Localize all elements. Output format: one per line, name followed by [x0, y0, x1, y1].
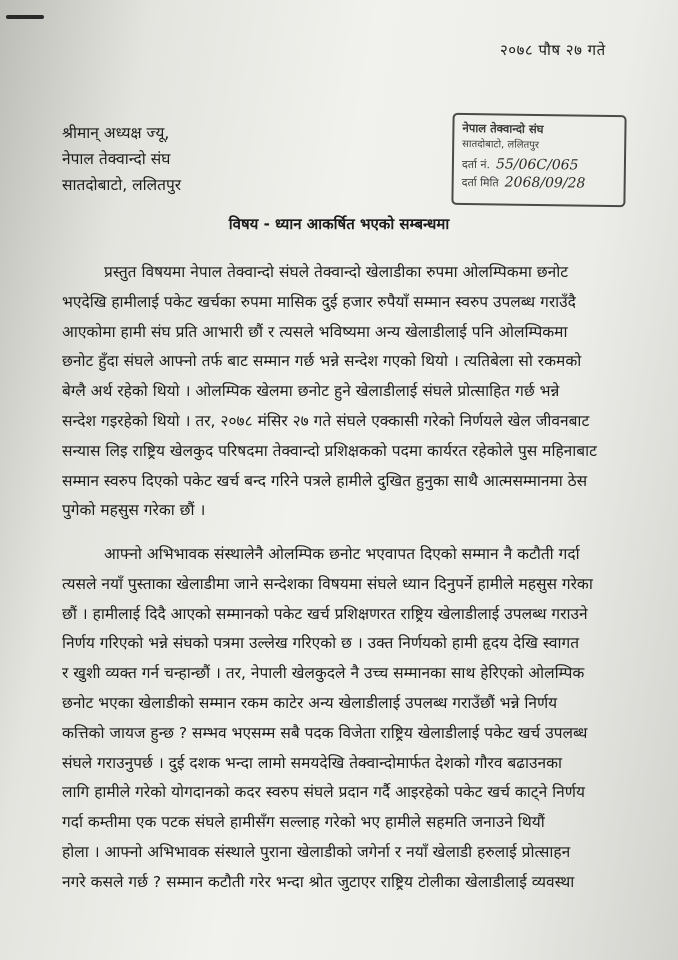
text-line: लागि हामीले गरेको योगदानको कदर स्वरुप संघले प्रदान गर्दै आइरहेको पकेट खर्च काट्ने निर्णय: [62, 783, 585, 802]
text-line: छनोट हुँदा संघले आफ्नो तर्फ बाट सम्मान गर्छ भन्ने सन्देश गएको थियो । त्यतिबेला सो रकमको: [62, 352, 582, 371]
stamp-reg-label: दर्ता नं.: [461, 157, 491, 172]
text-line: निर्णय गरिएको भन्ने संघको पत्रमा उल्लेख गरिएको छ । उक्त निर्णयको हामी हृदय देखि स्वागत: [62, 634, 580, 653]
stamp-reg-row: [462, 156, 616, 174]
stamp-date-value: 2068/09/28: [504, 174, 586, 192]
text-line: आफ्नो अभिभावक संस्थालेनै ओलम्पिक छनोट भएवापत दिएको सम्मान नै कटौती गर्दा: [104, 545, 580, 563]
text-line: त्यसले नयाँ पुस्ताका खेलाडीमा जाने सन्देशका विषयमा संघले ध्यान दिनुपर्ने हामीले महसुस गरेका: [62, 574, 593, 593]
stamp-date-label: दर्ता मिति: [461, 175, 499, 190]
registration-stamp: [451, 113, 626, 207]
text-line: नगरे कसले गर्छ ? सम्मान कटौती गरेर भन्दा श्रोत जुटाएर राष्ट्रिय टोलीका खेलाडीलाई व्यवस्था: [62, 872, 575, 891]
text-line: सम्मान स्वरुप दिएको पकेट खर्च बन्द गरिने पत्रले हामीले दुखित हुनुका साथै आत्मसम्मानमा ठेस: [62, 471, 588, 490]
text-line: बेग्लै अर्थ रहेको थियो । ओलम्पिक खेलमा छनोट हुने खेलाडीलाई संघले प्रोत्साहित गर्छ भन्ने: [62, 382, 560, 401]
text-line: छनोट भएका खेलाडीको सम्मान रकम काटेर अन्य खेलाडीलाई उपलब्ध गराउँछौं भन्ने निर्णय: [62, 693, 558, 712]
text-line: प्रस्तुत विषयमा नेपाल तेक्वान्दो संघले तेक्वान्दो खेलाडीका रुपमा ओलम्पिकमा छनोट: [104, 263, 569, 281]
text-line: गर्दा कम्तीमा एक पटक संघले हामीसँग सल्लाह गरेको भए हामीले सहमति जनाउने थियौं: [62, 813, 545, 832]
top-dash-mark: [6, 15, 44, 19]
text-line: भएदेखि हामीलाई पकेट खर्चका रुपमा मासिक दुई हजार रुपैयाँ सम्मान स्वरुप उपलब्ध गराउँदै: [62, 292, 576, 311]
text-line: आएकोमा हामी संघ प्रति आभारी छौं र त्यसले भविष्यमा अन्य खेलाडीलाई पनि ओलम्पिकमा: [62, 322, 568, 341]
text-line: पुगेको महसुस गरेका छौं ।: [62, 501, 206, 520]
recipient-address: [62, 120, 181, 198]
text-line: सन्देश गइरहेको थियो । तर, २०७८ मंसिर २७ गते संघले एक्कासी गरेको निर्णयले खेल जीवनबाट: [62, 411, 590, 430]
stamp-location: सातदोबाटो, ललितपुर: [462, 138, 540, 151]
text-line: कत्तिको जायज हुन्छ ? सम्भव भएसम्म सबै पदक विजेता राष्ट्रिय खेलाडीलाई पकेट खर्च उपलब्ध: [62, 723, 588, 742]
text-line: छौं । हामीलाई दिदै आएको सम्मानको पकेट खर्च प्रशिक्षणरत राष्ट्रिय खेलाडीलाई उपलब्ध गराउने: [62, 604, 588, 623]
recipient-line: श्रीमान् अध्यक्ष ज्यू,: [62, 124, 170, 142]
text-line: संघले गराउनुपर्छ । दुई दशक भन्दा लामो समयदेखि तेक्वान्दोमार्फत देशको गौरव बढाउनका: [62, 753, 562, 772]
body-paragraph-2: [62, 540, 660, 898]
stamp-reg-value: 55/06C/065: [495, 156, 579, 174]
letter-date: २०७८ पौष २७ गते: [500, 41, 606, 59]
stamp-org: नेपाल तेक्वान्दो संघ: [462, 120, 544, 137]
text-line: सन्यास लिइ राष्ट्रिय खेलकुद परिषदमा तेक्वान्दो प्रशिक्षकको पदमा कार्यरत रहेकोले पुस महिनाबाट: [62, 441, 597, 460]
letter-subject: विषय - ध्यान आकर्षित भएको सम्बन्धमा: [228, 215, 450, 233]
text-line: र खुशी व्यक्त गर्न चन्हान्छौं । तर, नेपाली खेलकुदले नै उच्च सम्मानका साथ हेरिएको ओलम्पिक: [62, 664, 585, 683]
text-line: होला । आफ्नो अभिभावक संस्थाले पुराना खेलाडीको जगेर्ना र नयाँ खेलाडी हरुलाई प्रोत्साहन: [62, 842, 571, 861]
recipient-line: नेपाल तेक्वान्दो संघ: [62, 150, 171, 168]
stamp-date-row: [462, 174, 616, 192]
recipient-line: सातदोबाटो, ललितपुर: [62, 176, 182, 194]
body-paragraph-1: [62, 258, 660, 526]
